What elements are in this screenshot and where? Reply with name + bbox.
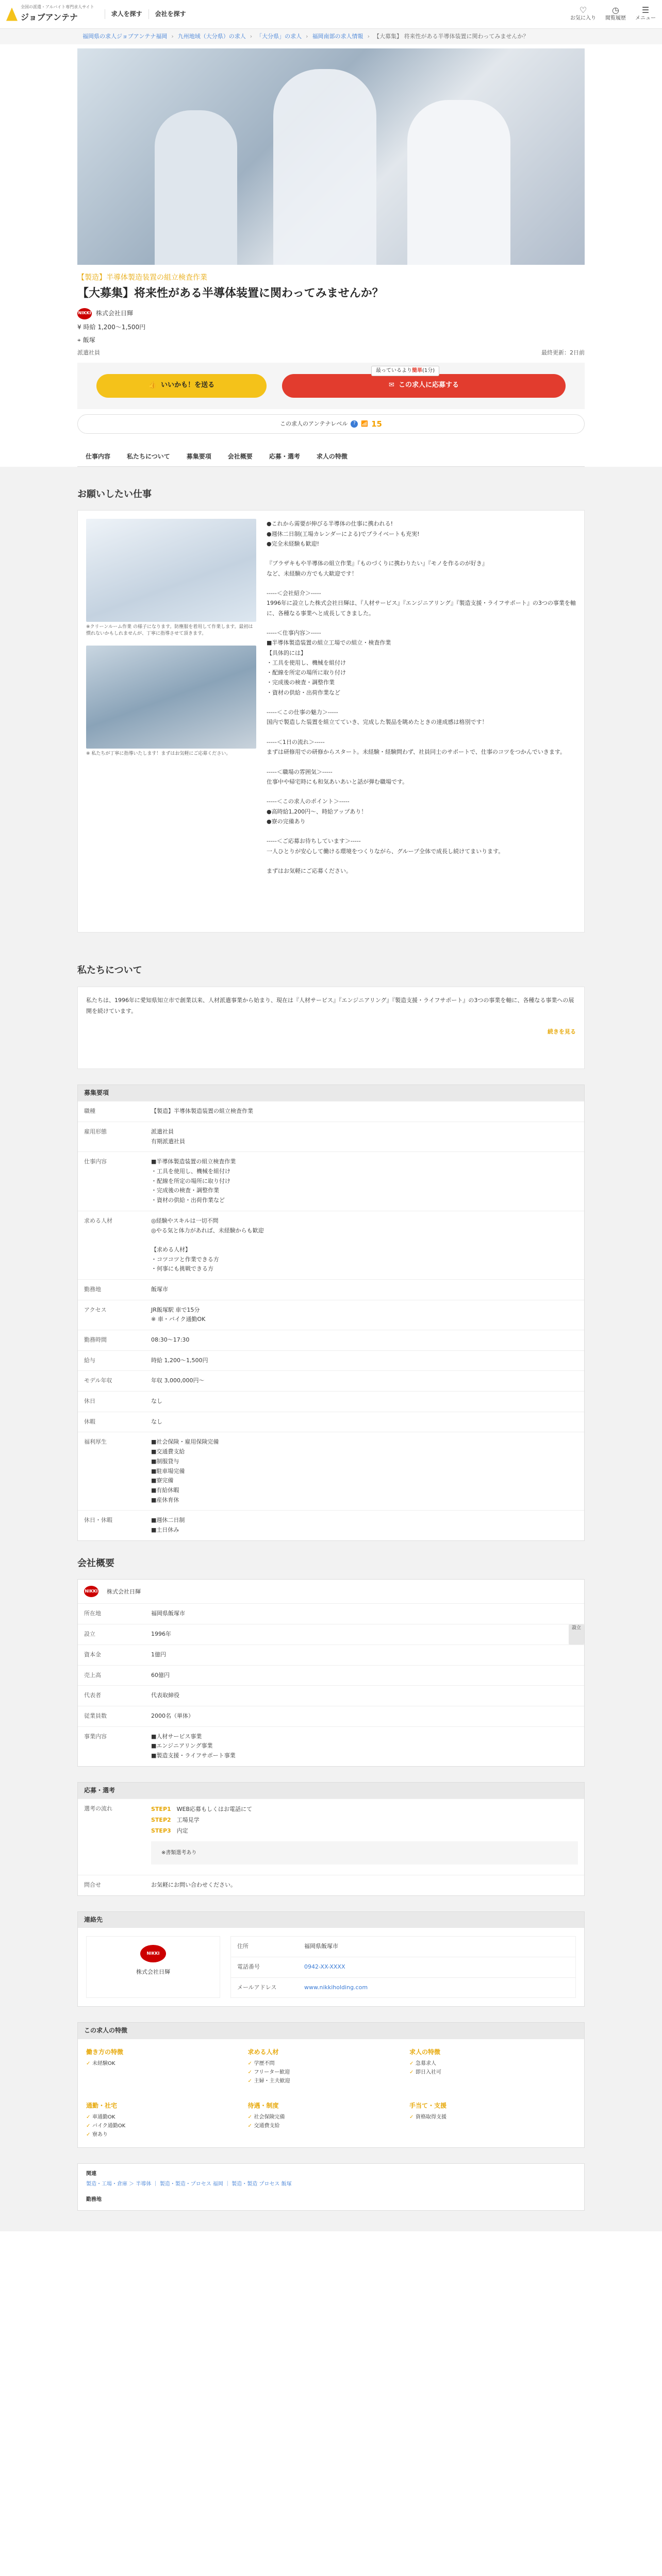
row-value: 福岡県飯塚市	[151, 1610, 185, 1617]
antenna-icon: 📶	[361, 420, 369, 427]
work-photo-2	[86, 646, 256, 749]
row-label: 福利厚生	[84, 1438, 107, 1446]
history-button[interactable]: ◷ 閲覧履歴	[605, 5, 626, 21]
breadcrumb-current: 【大募集】 将来性がある半導体装置に関わってみませんか？	[373, 33, 529, 40]
location: 飯塚	[82, 336, 95, 344]
table-row	[78, 1603, 584, 1624]
row-value: 2000名（単体）	[151, 1712, 194, 1719]
work-description: ●これから需要が伸びる半導体の仕事に携われる! ●週休二日制(工場カレンダーによる)でプライベートも充実! ●完全未経験も歓迎! 『ブラザキもや半導体の組立作業』『ものづくりに携わりたい』『モノを作るのが好き』 など、未経験の方でも大歓迎です！ -----＜会社紹介＞----- 1996年に設立した株式会社日輝は、『人材サービス』『エンジニアリング』『製造支援・ライフサポート』の3つの事業を軸に、各種なる事業へと成長してきました。 -----＜仕事内容＞----- ■半導体製造装置の組立工場での組立・検査作業 【具体的には】 ・工具を使用し、機械を組付け ・配線を所定の場所に取り付け ・完成後の検査・調整作業 ・資材の供給・出荷作業など -----＜この仕事の魅力＞----- 国内で製造した装置を組立てていき、完成した製品を眺めたときの達成感は格別です！ -----＜1日の流れ＞----- まずは研修用での研修からスタート。未経験・経験問わず、社員同士のサポートで、仕事のコツをつかんでいきます。 -----＜職場の雰囲気＞----- 仕事中や帰宅時にも和気あいあいと話が弾む職場です。 -----＜この求人のポイント＞----- ●高時給1,200円〜、時給アップあり！ ●寮の完備あり -----＜ご応募お待ちしています＞----- 一人ひとりが安心して働ける環境をつくりながら、グループ全体で成長し続けてまいります。 まずはお気軽にご応募ください。	[267, 520, 576, 875]
table-row	[78, 1510, 584, 1540]
feature-item[interactable]: ✓ 主婦・主夫歓迎	[248, 2077, 410, 2086]
tab-about[interactable]: 私たちについて	[127, 452, 170, 460]
tab-apply[interactable]: 応募・選考	[269, 452, 300, 460]
row-value: ■人材サービス事業 ■エンジニアリング事業 ■製造支援・ライフサポート事業	[151, 1733, 236, 1759]
row-label: 雇用形態	[84, 1128, 107, 1136]
company-logo-small: NIKKI	[84, 1586, 98, 1597]
row-value: ◎経験やスキルは一切不問 ◎やる気と体力があれば、未経験からも歓迎 【求める人材】 ・コツコツと作業できる方 ・何事にも挑戦できる方	[151, 1217, 264, 1273]
feature-group-title: 求人の特徴	[409, 2048, 441, 2056]
row-label: 代表者	[84, 1692, 101, 1699]
row-value: JR飯塚駅 車で15分 ※ 車・バイク通勤OK	[151, 1306, 206, 1323]
row-value: 派遣社員 有期派遣社員	[151, 1128, 185, 1145]
table-row	[78, 1665, 584, 1686]
row-label: 従業員数	[84, 1712, 107, 1719]
feature-item[interactable]: ✓ 交通費支給	[248, 2122, 410, 2130]
row-value: 年収 3,000,000円〜	[151, 1377, 205, 1384]
site-logo[interactable]: 全国の派遣・アルバイト専門求人サイト ジョブアンテナ	[6, 4, 94, 24]
breadcrumb-item[interactable]: 「大分県」の求人	[256, 33, 302, 40]
row-label: 休日	[84, 1398, 95, 1405]
row-label: 休日・休暇	[84, 1517, 112, 1524]
row-value: 飯塚市	[151, 1285, 168, 1293]
feature-group-title: 通勤・社宅	[86, 2102, 118, 2109]
feature-group-title: 待遇・制度	[247, 2102, 279, 2109]
feature-item[interactable]: ✓ 資格取得支援	[409, 2113, 571, 2122]
feature-group-title: 働き方の特徴	[86, 2048, 124, 2056]
row-label: 事業内容	[84, 1733, 107, 1740]
updated-date: 最終更新：2日前	[541, 349, 585, 356]
feature-group-title: 手当て・支援	[409, 2102, 447, 2109]
tab-work[interactable]: 仕事内容	[86, 452, 111, 460]
table-row	[78, 1412, 584, 1432]
table-row	[78, 1370, 584, 1391]
tab-company[interactable]: 会社概要	[227, 452, 253, 460]
hero-image	[77, 48, 585, 265]
row-badge: 設立	[569, 1624, 584, 1645]
row-value: 1億円	[151, 1651, 166, 1658]
feature-group	[248, 2101, 410, 2139]
thumb-icon: 👍	[148, 381, 157, 389]
feature-item[interactable]: ✓ 即日入社可	[409, 2068, 571, 2077]
feature-group	[248, 2047, 410, 2086]
feature-group	[86, 2101, 248, 2139]
feature-group	[409, 2101, 571, 2139]
related-tags: 関連 製造・工場・倉庫 ＞ 半導体 ｜ 製造・製造・プロセス 福岡 ｜ 製造・製造 プロセス 飯塚 勤務地	[77, 2163, 585, 2211]
feature-group	[409, 2047, 571, 2086]
website-link[interactable]: www.nikkiholding.com	[304, 1984, 368, 1991]
table-row	[78, 1122, 584, 1151]
row-label: 職種	[84, 1108, 95, 1115]
row-label: 求める人材	[84, 1217, 112, 1224]
table-row	[78, 1101, 584, 1122]
salary: 時給 1,200〜1,500円	[83, 323, 146, 331]
table-row	[78, 1300, 584, 1330]
apply-bubble: 最っているより簡単(1分)	[371, 366, 439, 376]
row-value: 60億円	[151, 1671, 170, 1679]
row-label: 休暇	[84, 1418, 95, 1425]
table-row	[78, 1645, 584, 1665]
table-row	[78, 1350, 584, 1371]
company-table: NIKKI 株式会社日輝 所在地 福岡県飯塚市 設立 1996年 設立 資本金 1億円 売上高 60億円 代表者 代表取締役 従業員数 2000名（単体） 事業内容 ■人材サービス事業 ■エンジニアリング事業 ■製造支援・ライフサポート事業	[77, 1579, 585, 1766]
table-row	[78, 1211, 584, 1279]
table-row	[78, 1279, 584, 1300]
clock-icon: ◷	[612, 5, 619, 15]
row-value: ■週休二日制 ■土日休み	[151, 1517, 185, 1533]
row-label: 所在地	[84, 1610, 101, 1617]
row-value: なし	[151, 1398, 162, 1405]
work-heading: お願いしたい仕事	[77, 488, 152, 500]
office-logo: NIKKI	[140, 1945, 166, 1962]
tab-requirements[interactable]: 募集要項	[186, 452, 211, 460]
mail-icon: ✉	[389, 381, 394, 389]
phone-link[interactable]: 0942-XX-XXXX	[304, 1963, 345, 1971]
about-card: 私たちは、1996年に愛知県知立市で創業以来、人材派遣事業から始まり、現在は『人材サービス』『エンジニアリング』『製造支援・ライフサポート』の3つの事業を軸に、各種なる事業への展開を続けています。 続きを見る	[77, 987, 585, 1069]
feature-item[interactable]: ✓ フリーター歓迎	[248, 2068, 410, 2077]
feature-group-title: 求める人材	[247, 2048, 279, 2056]
breadcrumb-item[interactable]: 福岡南部の求人情報	[312, 33, 363, 40]
row-value: ■社会保険・雇用保険完備 ■交通費支給 ■制服貸与 ■駐車場完備 ■寮完備 ■有給休暇 ■産休育休	[151, 1438, 219, 1503]
table-row	[78, 1624, 584, 1645]
job-category: 【製造】半導体製造装置の組立検査作業	[77, 274, 207, 282]
read-more-link[interactable]: 続きを見る	[548, 1028, 576, 1035]
row-value: 時給 1,200〜1,500円	[151, 1357, 208, 1364]
work-card: ※クリーンルーム作業 の様子になります。防塵服を着用して作業します。最初は慣れないかもしれませんが、丁寧に指導させて頂きます。 ※ 私たちが丁寧に指導いたします！まずはお気軽にご応募ください。 ●これから需要が伸びる半導体の仕事に携われる! ●週休二日制(工場カレンダーによる)でプライベートも充実! ●完全未経験も歓迎! 『ブラザキもや半導体の組立作業』『ものづくりに携わりたい』『モノを作るのが好き』 など、未経験の方でも大歓迎です！ -----＜会社紹介＞----- 1996年に設立した株式会社日輝は、『人材サービス』『エンジニアリング』『製造支援・ライフサポート』の3つの事業を軸に、各種なる事業へと成長してきました。 -----＜仕事内容＞----- ■半導体製造装置の組立工場での組立・検査作業 【具体的には】 ・工具を使用し、機械を組付け ・配線を所定の場所に取り付け ・完成後の検査・調整作業 ・資材の供給・出荷作業など -----＜この仕事の魅力＞----- 国内で製造した装置を組立てていき、完成した製品を眺めたときの達成感は格別です！ -----＜1日の流れ＞----- まずは研修用での研修からスタート。未経験・経験問わず、社員同士のサポートで、仕事のコツをつかんでいきます。 -----＜職場の雰囲気＞----- 仕事中や帰宅時にも和気あいあいと話が弾む職場です。 -----＜この求人のポイント＞----- ●高時給1,200円〜、時給アップあり！ ●寮の完備あり -----＜ご応募お待ちしています＞----- 一人ひとりが安心して働ける環境をつくりながら、グループ全体で成長し続けてまいります。 まずはお気軽にご応募ください。	[77, 510, 585, 933]
company-logo: NIKKI	[77, 308, 92, 319]
table-row	[78, 1330, 584, 1350]
row-value: 代表取締役	[151, 1692, 179, 1699]
apply-button[interactable]: ✉ この求人に応募する	[282, 374, 566, 398]
help-icon[interactable]: ?	[351, 420, 358, 428]
requirements-table: 募集要項 職種 【製造】半導体製造装置の組立検査作業 雇用形態 派遣社員 有期派遣社員 仕事内容 ■半導体製造装置の組立検査作業 ・工具を使用し、機械を組付け ・配線を所定の場所に取り付け ・完成後の検査・調整作業 ・資材の供給・出荷作業など 求める人材 ◎経験やスキルは一切不問 ◎やる気と体力があれば、未経験からも歓迎 【求める人材】 ・コツコツと作業できる方 ・何事にも挑戦できる方 勤務地 飯塚市 アクセス JR飯塚駅 車で15分 ※ 車・バイク通勤OK 勤務時間 08:30〜17:30 給与 時給 1,200〜1,500円 モデル年収 年収 3,000,000円〜 休日 なし 休暇 なし 福利厚生 ■社会保険・雇用保険完備 ■交通費支給 ■制服貸与 ■駐車場完備 ■寮完備 ■有給休暇 ■産休育休 休日・休暇 ■週休二日制 ■土日休み	[77, 1084, 585, 1541]
yen-icon: ¥	[77, 323, 81, 331]
feature-item[interactable]: ✓ 未経験OK	[86, 2059, 248, 2068]
favorites-button[interactable]: ♡ お気に入り	[570, 5, 596, 21]
pin-icon: ⌖	[77, 336, 81, 344]
feature-item[interactable]: ✓ 学歴不問	[248, 2059, 410, 2068]
related-links[interactable]: 製造・工場・倉庫 ＞ 半導体 ｜ 製造・製造・プロセス 福岡 ｜ 製造・製造 プロセス 飯塚	[86, 2181, 292, 2187]
breadcrumb: 福岡県の求人ジョブアンテナ福岡 › 九州地域（大分県）の求人 › 「大分県」の求人 › 福岡南部の求人情報 › 【大募集】 将来性がある半導体装置に関わってみませんか？	[0, 29, 662, 44]
row-label: 売上高	[84, 1671, 101, 1679]
feature-group	[86, 2047, 248, 2086]
table-row	[78, 1151, 584, 1210]
section-tabs	[77, 446, 585, 467]
table-row	[78, 1706, 584, 1726]
row-value: 1996年	[151, 1631, 171, 1638]
antenna-level: この求人のアンテナレベル ? 📶 15	[77, 414, 585, 434]
nav-find-jobs[interactable]: 求人を探す	[105, 9, 148, 19]
feature-item[interactable]: ✓ 車通勤OK	[86, 2113, 248, 2122]
feature-item[interactable]: ✓ 寮あり	[86, 2130, 248, 2139]
logo-mark-icon	[6, 8, 18, 21]
job-title: 【大募集】将来性がある半導体装置に関わってみませんか？	[77, 287, 384, 300]
feature-item[interactable]: ✓ バイク通勤OK	[86, 2122, 248, 2130]
like-button[interactable]: 👍 いいかも！を送る	[96, 374, 267, 398]
row-label: 給与	[84, 1357, 95, 1364]
feature-item[interactable]: ✓ 急募求人	[409, 2059, 571, 2068]
menu-button[interactable]: ☰ メニュー	[635, 5, 656, 21]
employment-tag: 派遣社員	[77, 349, 100, 356]
company-link[interactable]: 株式会社日輝	[96, 309, 134, 317]
row-value: 【製造】半導体製造装置の組立検査作業	[151, 1108, 253, 1115]
office-section: 連絡先 NIKKI 株式会社日輝 住所 福岡県飯塚市 電話番号 0942-XX-XXXX メールアドレス www.nikkiholding.com	[77, 1911, 585, 2007]
header-nav	[105, 9, 192, 19]
nav-find-companies[interactable]: 会社を探す	[148, 9, 192, 19]
table-row	[78, 1726, 584, 1766]
row-label: 仕事内容	[84, 1158, 107, 1165]
table-row	[78, 1432, 584, 1510]
row-value: ■半導体製造装置の組立検査作業 ・工具を使用し、機械を組付け ・配線を所定の場所に取り付け ・完成後の検査・調整作業 ・資材の供給・出荷作業など	[151, 1158, 236, 1204]
table-row	[78, 1685, 584, 1706]
about-heading: 私たちについて	[77, 965, 142, 976]
company-heading: 会社概要	[77, 1557, 114, 1569]
features-section: この求人の特徴 働き方の特徴 ✓ 未経験OK 求める人材 ✓ 学歴不問 ✓ フリーター歓迎 ✓ 主婦・主夫歓迎 求人の特徴 ✓ 急募求人 ✓ 即日入社可 通勤・社宅 ✓ 車通勤OK ✓ バイク通勤OK ✓ 寮あり 待遇・制度 ✓ 社会保険完備 ✓ 交通費支給 手当て・支援 ✓ 資格取得支援	[77, 2022, 585, 2148]
row-label: モデル年収	[84, 1377, 112, 1384]
row-label: 勤務時間	[84, 1336, 107, 1344]
breadcrumb-item[interactable]: 福岡県の求人ジョブアンテナ福岡	[82, 33, 168, 40]
row-value: 08:30〜17:30	[151, 1336, 190, 1344]
row-label: 設立	[84, 1631, 95, 1638]
site-header	[0, 0, 662, 29]
breadcrumb-item[interactable]: 九州地域（大分県）の求人	[177, 33, 246, 40]
heart-icon: ♡	[579, 5, 587, 15]
apply-section: 応募・選考 選考の流れ STEP1 WEB応募もしくはお電話にて STEP2 工場見学 STEP3 内定 ※書類選考あり 問合せ お気軽にお問い合わせください。	[77, 1782, 585, 1896]
row-label: 勤務地	[84, 1285, 101, 1293]
work-photo-1	[86, 519, 256, 622]
action-box	[77, 363, 585, 409]
feature-item[interactable]: ✓ 社会保険完備	[248, 2113, 410, 2122]
menu-icon: ☰	[641, 5, 650, 15]
row-label: 資本金	[84, 1651, 101, 1658]
table-row	[78, 1391, 584, 1412]
row-label: アクセス	[84, 1306, 107, 1313]
tab-features[interactable]: 求人の特徴	[316, 452, 347, 460]
row-value: なし	[151, 1418, 162, 1425]
